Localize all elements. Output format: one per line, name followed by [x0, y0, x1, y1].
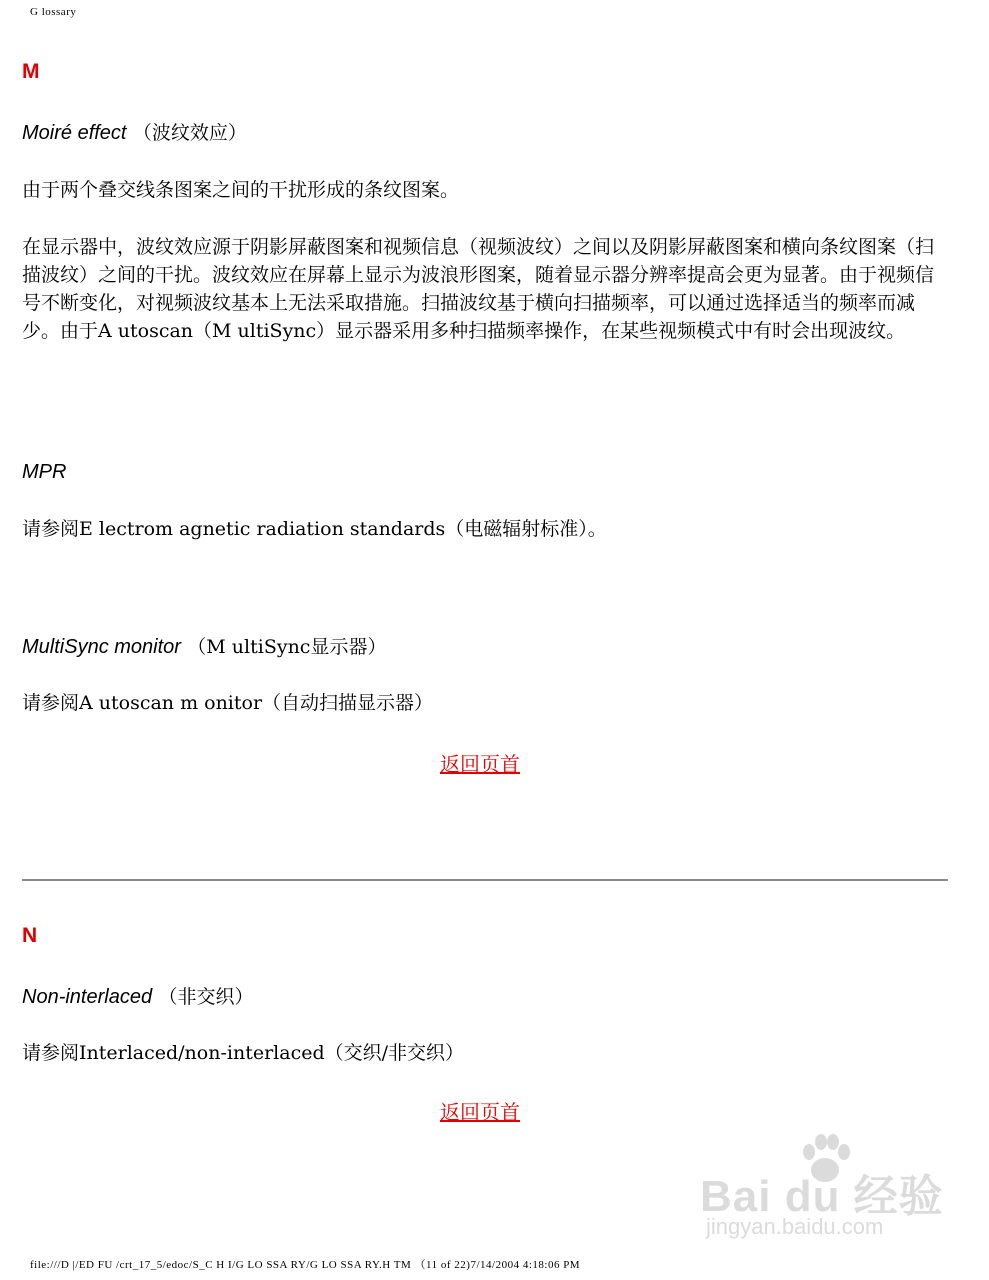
- term-mpr: [22, 459, 66, 484]
- definition-paragraph: 请参阅A utoscan m onitor（自动扫描显示器）: [22, 692, 434, 714]
- term-non-interlaced: [22, 982, 253, 1009]
- definition-paragraph: 请参阅E lectrom agnetic radiation standards（电磁辐射标准）。: [22, 518, 607, 540]
- watermark-url: jingyan.baidu.com: [706, 1214, 884, 1239]
- back-to-top-link[interactable]: 返回页首: [440, 1100, 520, 1124]
- definition-paragraph: 请参阅Interlaced/non-interlaced（交织/非交织）: [22, 1042, 465, 1064]
- term-translation: （非交织）: [158, 986, 254, 1008]
- watermark-brand: Bai du 经验: [700, 1172, 944, 1221]
- definition-paragraph: 由于两个叠交线条图案之间的干扰形成的条纹图案。: [22, 179, 460, 201]
- term-title: Non-interlaced: [22, 986, 153, 1008]
- page-header: G lossary: [30, 6, 77, 18]
- section-letter-n: N: [22, 924, 38, 947]
- definition-paragraph: 在显示器中，波纹效应源于阴影屏蔽图案和视频信息（视频波纹）之间以及阴影屏蔽图案和横向条纹图案（扫描波纹）之间的干扰。波纹效应在屏幕上显示为波浪形图案，随着显示器分辨率提高会更为显著。由于视频信号不断变化，对视频波纹基本上无法采取措施。扫描波纹基于横向扫描频率，可以通过选择适当的频率而减少。由于A utoscan（M ultiSync）显示器采用多种扫描频率操作，在某些视频模式中有时会出现波纹。: [22, 236, 935, 342]
- term-title: MultiSync monitor: [22, 636, 181, 658]
- section-divider: [22, 879, 948, 881]
- term-moire-effect: [22, 118, 247, 145]
- section-letter-m: M: [22, 60, 40, 83]
- term-translation: （波纹效应）: [132, 122, 247, 144]
- term-title: MPR: [22, 461, 67, 483]
- baidu-jingyan-watermark: [700, 1130, 944, 1245]
- term-translation: （M ultiSync显示器）: [187, 636, 387, 658]
- term-multisync-monitor: [22, 632, 386, 659]
- term-title: Moiré effect: [22, 122, 127, 144]
- back-to-top-link[interactable]: 返回页首: [440, 752, 520, 776]
- page-footer: file:///D |/ED FU /crt_17_5/edoc/S_C H I/G LO SSA RY/G LO SSA RY.H TM （11 of 22)7/14/2004 4:18:06 PM: [30, 1259, 581, 1271]
